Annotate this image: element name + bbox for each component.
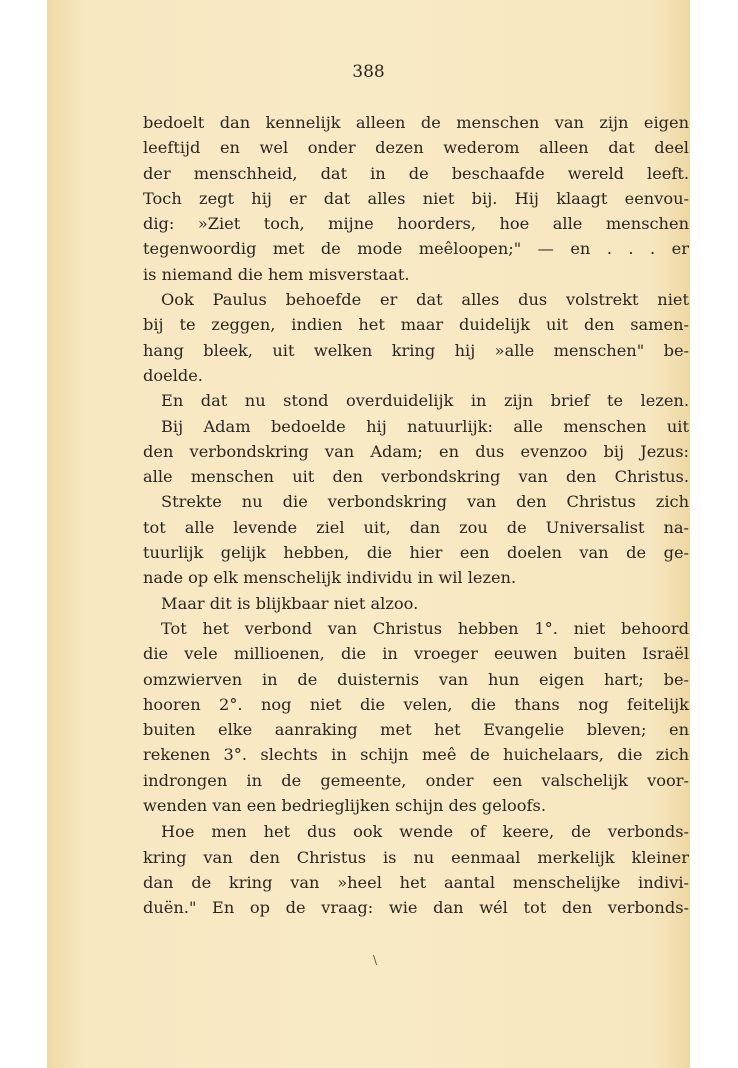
text-line: buiten elke aanraking met het Evangelie bleven; en <box>143 720 689 740</box>
page-number: 388 <box>352 62 385 82</box>
text-line: hang bleek, uit welken kring hij »alle menschen" be- <box>143 340 689 360</box>
text-line: Hoe men het dus ook wende of keere, de verbonds- <box>161 822 689 842</box>
text-line: der menschheid, dat in de beschaafde wereld leeft. <box>143 163 689 183</box>
book-page <box>47 0 690 1068</box>
text-line: kring van den Christus is nu eenmaal merkelijk kleiner <box>143 847 689 867</box>
text-line: leeftijd en wel onder dezen wederom alleen dat deel <box>143 138 689 158</box>
text-line: den verbondskring van Adam; en dus evenzoo bij Jezus: <box>143 441 689 461</box>
text-line: tuurlijk gelijk hebben, die hier een doelen van de ge- <box>143 543 689 563</box>
text-line: En dat nu stond overduidelijk in zijn brief te lezen. <box>161 391 689 411</box>
body-text <box>143 110 689 921</box>
text-line: rekenen 3°. slechts in schijn meê de huichelaars, die zich <box>143 745 689 765</box>
text-line: die vele millioenen, die in vroeger eeuwen buiten Israël <box>143 644 689 664</box>
text-line: Maar dit is blijkbaar niet alzoo. <box>161 593 419 613</box>
text-line: is niemand die hem misverstaat. <box>143 264 410 284</box>
text-line: Bij Adam bedoelde hij natuurlijk: alle menschen uit <box>161 416 689 436</box>
text-line: Tot het verbond van Christus hebben 1°. niet behoord <box>161 618 689 638</box>
text-line: bij te zeggen, indien het maar duidelijk uit den samen- <box>143 315 689 335</box>
text-line: Strekte nu die verbondskring van den Christus zich <box>161 492 689 512</box>
text-line: omzwierven in de duisternis van hun eigen hart; be- <box>143 669 689 689</box>
text-line: indrongen in de gemeente, onder een valschelijk voor- <box>143 770 689 790</box>
text-line: wenden van een bedrieglijken schijn des geloofs. <box>143 796 546 816</box>
text-line: doelde. <box>143 365 203 385</box>
text-line: Toch zegt hij er dat alles niet bij. Hij klaagt eenvou- <box>143 188 689 208</box>
footer-mark: \ <box>373 953 378 967</box>
text-line: alle menschen uit den verbondskring van den Christus. <box>143 467 689 487</box>
text-line: tegenwoordig met de mode meêloopen;" — en . . . er <box>143 239 689 259</box>
text-line: duën." En op de vraag: wie dan wél tot den verbonds- <box>143 898 689 918</box>
text-line: dig: »Ziet toch, mijne hoorders, hoe alle menschen <box>143 214 689 234</box>
text-line: nade op elk menschelijk individu in wil lezen. <box>143 568 517 588</box>
text-line: dan de kring van »heel het aantal menschelijke indivi- <box>143 872 689 892</box>
text-line: hooren 2°. nog niet die velen, die thans nog feitelijk <box>143 694 689 714</box>
text-line: bedoelt dan kennelijk alleen de menschen van zijn eigen <box>143 113 689 132</box>
text-line: tot alle levende ziel uit, dan zou de Universalist na- <box>143 517 689 537</box>
text-line: Ook Paulus behoefde er dat alles dus volstrekt niet <box>161 290 689 310</box>
